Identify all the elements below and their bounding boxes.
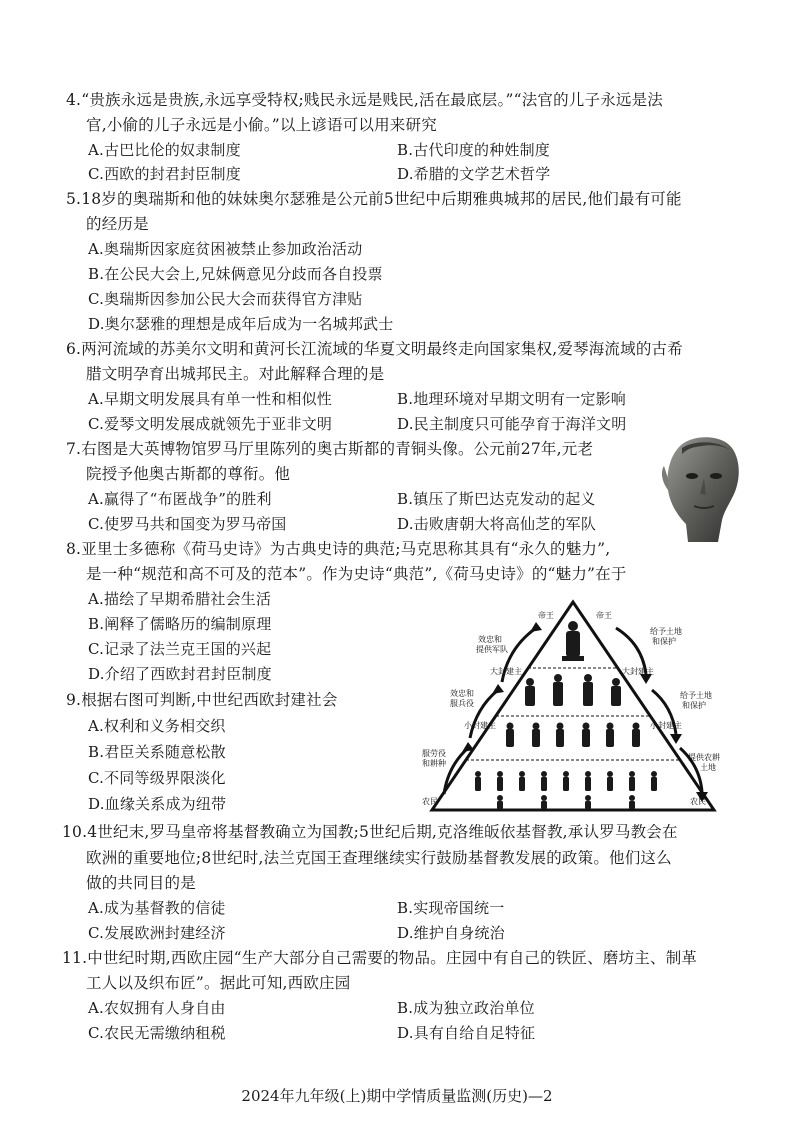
q8-stem-line2: 是一种“规范和高不可及的范本”。作为史诗“典范”,《荷马史诗》的“魅力”在于	[86, 565, 627, 583]
label-king-left: 帝王	[538, 611, 554, 620]
label-right-2b: 和保护	[682, 701, 706, 710]
q10-option-a: A.成为基督教的信徒	[88, 899, 226, 917]
q10-stem-line1: 10.4世纪末,罗马皇帝将基督教确立为国教;5世纪后期,克洛维皈依基督教,承认罗马教会在	[62, 823, 678, 841]
q7-option-c: C.使罗马共和国变为罗马帝国	[88, 515, 287, 533]
label-duty-3a: 服劳役	[422, 749, 446, 758]
label-great-lord-right: 大封建主	[622, 667, 654, 676]
q9-stem-line1: 9.根据右图可判断,中世纪西欧封建社会	[66, 691, 338, 709]
q11-option-d: D.具有自给自足特征	[397, 1024, 536, 1042]
q4-option-a: A.古巴比伦的奴隶制度	[88, 141, 241, 159]
q6-option-d: D.民主制度只可能孕育于海洋文明	[397, 415, 627, 433]
q6-option-a: A.早期文明发展具有单一性和相似性	[88, 390, 333, 408]
label-right-1a: 给予土地	[650, 627, 682, 636]
q7-stem-line2: 院授予他奥古斯都的尊衔。他	[86, 465, 291, 483]
q5-stem-line2: 的经历是	[86, 215, 149, 233]
q10-stem-line3: 做的共同目的是	[86, 874, 196, 892]
q5-option-c: C.奥瑞斯因参加公民大会而获得官方津贴	[88, 290, 363, 308]
feudal-pyramid-diagram	[418, 598, 728, 818]
q7-stem-line1: 7.右图是大英博物馆罗马厅里陈列的奥古斯都的青铜头像。公元前27年,元老	[66, 440, 594, 458]
q9-option-d: D.血缘关系成为纽带	[88, 795, 227, 813]
q6-stem-line2: 腊文明孕育出城邦民主。对此解释合理的是	[86, 365, 385, 383]
q8-stem-line1: 8.亚里士多德称《荷马史诗》为古典史诗的典范;马克思称其具有“永久的魅力”,	[66, 540, 611, 558]
q11-stem-line2: 工人以及织布匠”。据此可知,西欧庄园	[86, 974, 351, 992]
label-duty-3b: 和耕种	[422, 759, 446, 768]
label-right-3b: 土地	[700, 763, 716, 772]
q10-option-c: C.发展欧洲封建经济	[88, 924, 226, 942]
label-duty-2b: 服兵役	[450, 699, 474, 708]
q11-stem-line1: 11.中世纪时期,西欧庄园“生产大部分自己需要的物品。庄园中有自己的铁匠、磨坊主、制革	[62, 949, 698, 967]
label-small-lord-left: 小封建主	[464, 721, 496, 730]
q8-option-b: B.阐释了儒略历的编制原理	[88, 615, 272, 633]
q11-option-b: B.成为独立政治单位	[397, 999, 535, 1017]
q4-option-b: B.古代印度的种姓制度	[397, 141, 550, 159]
q5-stem-line1: 5.18岁的奥瑞斯和他的妹妹奥尔瑟雅是公元前5世纪中后期雅典城邦的居民,他们最有可能	[66, 190, 682, 208]
q4-option-d: D.希腊的文学艺术哲学	[397, 165, 551, 183]
q8-option-d: D.介绍了西欧封君封臣制度	[88, 665, 272, 683]
label-great-lord-left: 大封建主	[490, 667, 522, 676]
q9-option-c: C.不同等级界限淡化	[88, 769, 226, 787]
q6-option-c: C.爱琴文明发展成就领先于亚非文明	[88, 415, 333, 433]
q9-option-b: B.君臣关系随意松散	[88, 743, 226, 761]
label-duty-1b: 提供军队	[476, 645, 508, 654]
q10-stem-line2: 欧洲的重要地位;8世纪时,法兰克国王查理继续实行鼓励基督教发展的政策。他们这么	[86, 849, 672, 867]
label-duty-2a: 效忠和	[450, 689, 474, 698]
q7-option-b: B.镇压了斯巴达克发动的起义	[397, 490, 596, 508]
q6-stem-line1: 6.两河流域的苏美尔文明和黄河长江流域的华夏文明最终走向国家集权,爱琴海流域的古希	[66, 340, 683, 358]
q5-option-a: A.奥瑞斯因家庭贫困被禁止参加政治活动	[88, 240, 363, 258]
q8-option-c: C.记录了法兰克王国的兴起	[88, 640, 272, 658]
q10-option-b: B.实现帝国统一	[397, 899, 505, 917]
q6-option-b: B.地理环境对早期文明有一定影响	[397, 390, 626, 408]
label-right-3a: 提供农耕	[688, 753, 720, 762]
q7-option-a: A.赢得了“布匿战争”的胜利	[88, 490, 272, 508]
q10-option-d: D.维护自身统治	[397, 924, 505, 942]
label-king-right: 帝王	[596, 611, 612, 620]
label-peasant-right: 农民	[690, 797, 706, 806]
q7-option-d: D.击败唐朝大将高仙芝的军队	[397, 515, 597, 533]
q4-option-c: C.西欧的封君封臣制度	[88, 165, 241, 183]
page-footer: 2024年九年级(上)期中学情质量监测(历史)—2	[241, 1087, 553, 1105]
q9-option-a: A.权利和义务相交织	[88, 717, 226, 735]
q5-option-d: D.奥尔瑟雅的理想是成年后成为一名城邦武士	[88, 315, 394, 333]
q8-option-a: A.描绘了早期希腊社会生活	[88, 590, 272, 608]
label-duty-1a: 效忠和	[478, 635, 502, 644]
label-small-lord-right: 小封建主	[650, 721, 682, 730]
label-right-2a: 给予土地	[680, 691, 712, 700]
label-peasant-left: 农民	[422, 797, 438, 806]
q11-option-a: A.农奴拥有人身自由	[88, 999, 226, 1017]
label-right-1b: 和保护	[652, 637, 676, 646]
q5-option-b: B.在公民大会上,兄妹俩意见分歧而各自投票	[88, 265, 383, 283]
q4-stem-line2: 官,小偷的儿子永远是小偷。”以上谚语可以用来研究	[86, 116, 437, 134]
q11-option-c: C.农民无需缴纳租税	[88, 1024, 226, 1042]
q4-stem-line1: 4.“贵族永远是贵族,永远享受特权;贱民永远是贱民,活在最底层。”“法官的儿子永远是法	[66, 91, 663, 109]
augustus-bust-image	[652, 432, 752, 544]
